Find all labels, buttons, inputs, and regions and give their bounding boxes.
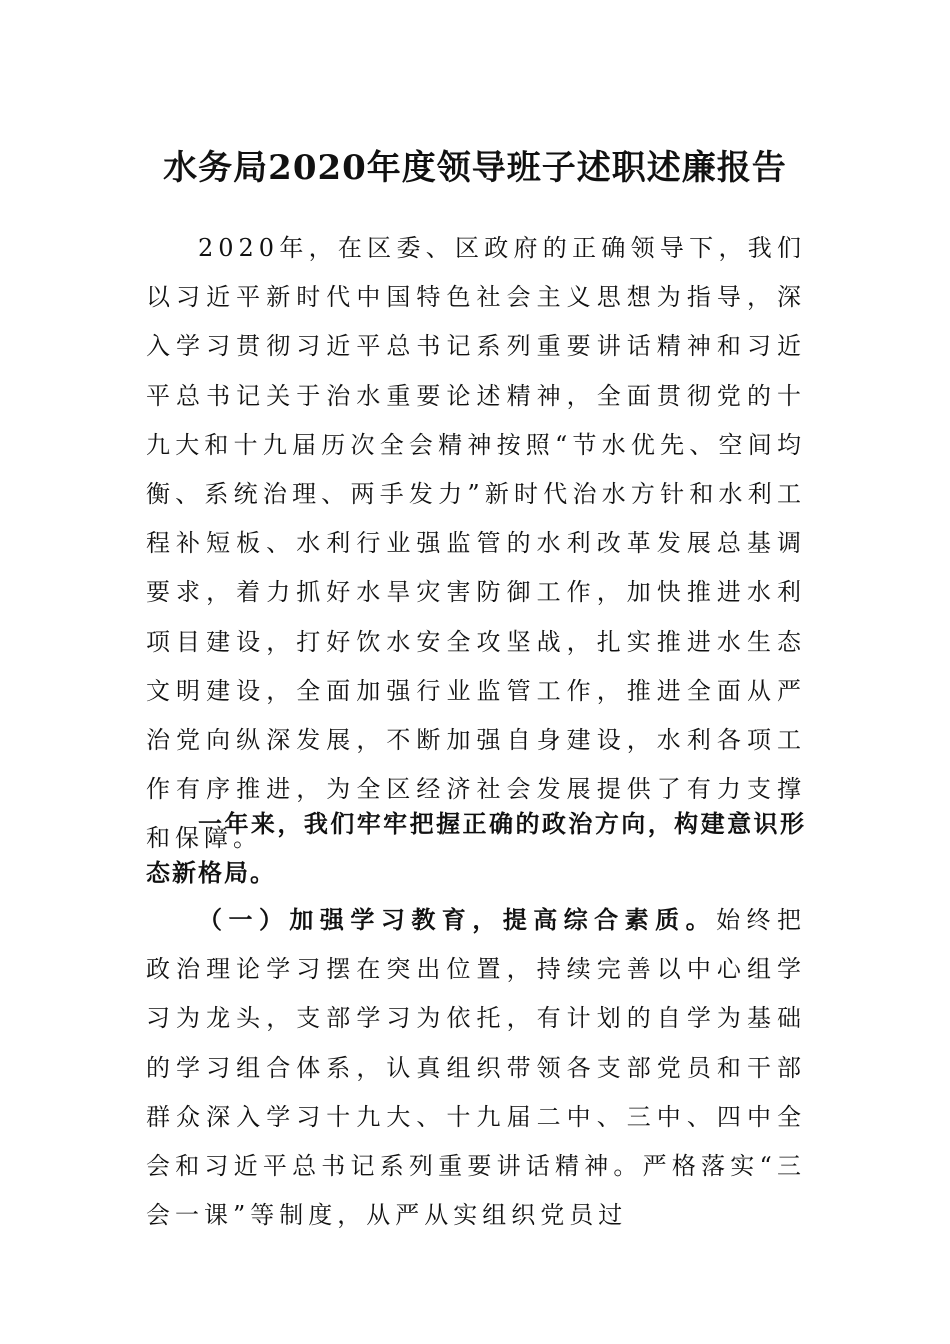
section-lead: （一）加强学习教育，提高综合素质。 bbox=[198, 906, 717, 934]
section-heading: 一年来，我们牢牢把握正确的政治方向，构建意识形态新格局。 bbox=[146, 810, 806, 887]
section-body-text: 始终把政治理论学习摆在突出位置，持续完善以中心组学习为龙头，支部学习为依托，有计划的自学为基础的学习组合体系，认真组织带领各支部党员和干部群众深入学习十九大、十九届二中、三中、四中全会和习近平总书记系列重要讲话精神。严格落实“三会一课”等制度，从严从实组织党员过 bbox=[146, 906, 807, 1230]
document-title: 水务局2020年度领导班子述职述廉报告 bbox=[163, 148, 787, 188]
intro-paragraph: 2020年，在区委、区政府的正确领导下，我们以习近平新时代中国特色社会主义思想为指导，深入学习贯彻习近平总书记系列重要讲话精神和习近平总书记关于治水重要论述精神，全面贯彻党的十九大和十九届历次全会精神按照“节水优先、空间均衡、系统治理、两手发力”新时代治水方针和水利工程补短板、水利行业强监管的水利改革发展总基调要求，着力抓好水旱灾害防御工作，加快推进水利项目建设，打好饮水安全攻坚战，扎实推进水生态文明建设，全面加强行业监管工作，推进全面从严治党向纵深发展，不断加强自身建设，水利各项工作有序推进，为全区经济社会发展提供了有力支撑和保障。 bbox=[146, 234, 806, 853]
section-paragraph bbox=[146, 896, 806, 1240]
